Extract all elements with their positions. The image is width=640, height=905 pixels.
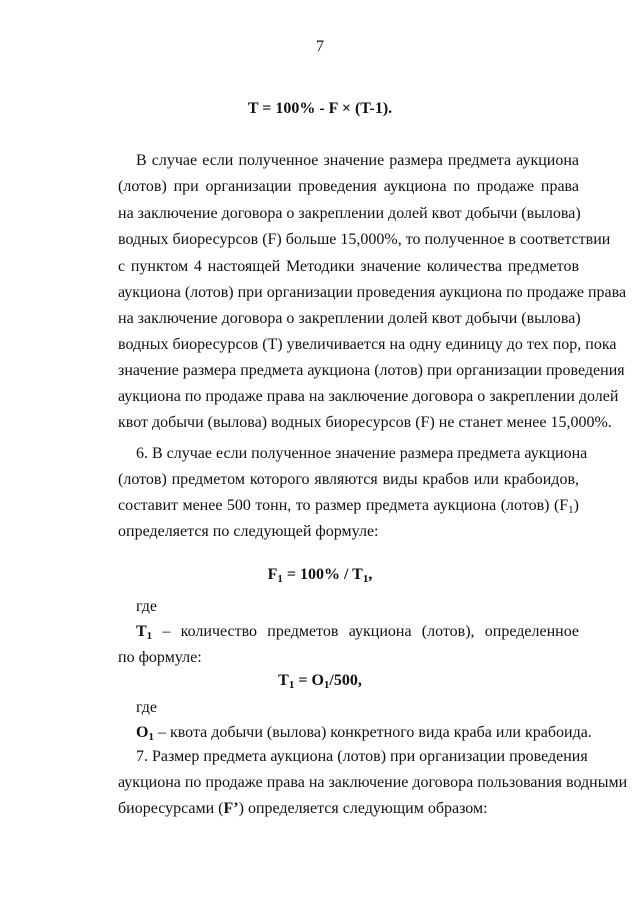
text-line: аукциона по продаже права на заключение договора о закреплении долей [118, 388, 619, 405]
text-line: В случае если полученное значение размера предмета аукциона [136, 152, 579, 169]
text-line: определяется по следующей формуле: [118, 523, 379, 540]
text-line: водных биоресурсов (T) увеличивается на одну единицу до тех пор, пока [118, 336, 617, 353]
where-label: где [136, 598, 158, 615]
formula-t: T = 100% - F × (T-1). [247, 100, 393, 117]
text-line: биоресурсами (F’) определяется следующим образом: [118, 800, 488, 817]
definition-o1: $O_1$ – квота добычи (вылова) конкретного вида краба или крабоида. [136, 724, 592, 743]
text-line: аукциона по продаже права на заключение договора пользования водными [118, 774, 628, 791]
text-line: составит менее 500 тонн, то размер предмета аукциона (лотов) $(F_1)$ [118, 497, 579, 516]
text-line: (лотов) предметом которого являются виды крабов или крабоидов, [118, 471, 579, 488]
text-line: на заключение договора о закреплении долей квот добычи (вылова) [118, 205, 581, 222]
text-line: с пунктом 4 настоящей Методики значение количества предметов [118, 258, 579, 275]
formula-t1: $T_1 = O_1/500$, [278, 672, 362, 691]
text-line: на заключение договора о закреплении долей квот добычи (вылова) [118, 310, 581, 327]
text-line: 7. Размер предмета аукциона (лотов) при организации проведения [136, 748, 588, 765]
where-label: где [136, 699, 158, 716]
page-number: 7 [316, 38, 324, 55]
formula-f1: $F_1 = 100\% / T_1$, [267, 566, 373, 585]
text-line: квот добычи (вылова) водных биоресурсов (F) не станет менее 15,000%. [118, 414, 612, 431]
text-line: (лотов) при организации проведения аукциона по продаже права [118, 178, 579, 195]
definition-t1: $T_1$ – количество предметов аукциона (лотов), определенное [136, 623, 579, 642]
text-line: аукциона (лотов) при организации проведения аукциона по продаже права [118, 284, 627, 301]
text-line: водных биоресурсов (F) больше 15,000%, то полученное в соответствии [118, 231, 611, 248]
definition-t1-continued: по формуле: [118, 649, 202, 666]
text-line: значение размера предмета аукциона (лотов) при организации проведения [118, 362, 625, 379]
text-line: 6. В случае если полученное значение размера предмета аукциона [136, 445, 588, 462]
